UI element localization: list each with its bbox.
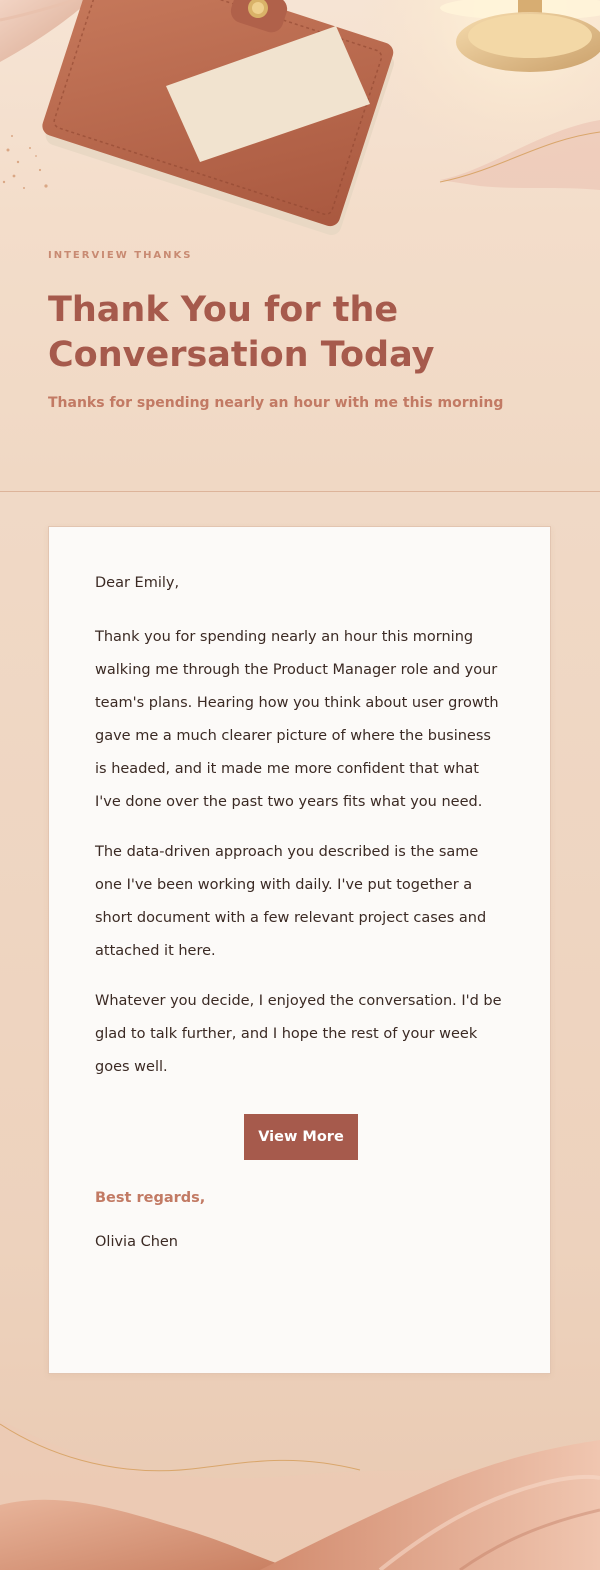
eyebrow-label: INTERVIEW THANKS bbox=[48, 250, 193, 261]
title-line-1: Thank You for the bbox=[48, 290, 399, 330]
letter-paragraph-3: Whatever you decide, I enjoyed the conversation. I'd be glad to talk further, and I hope the rest of your week goes well. bbox=[95, 993, 502, 1075]
desk-notebook-lamp-illustration bbox=[0, 0, 600, 240]
signature-name: Olivia Chen bbox=[95, 1234, 178, 1250]
letter-card bbox=[48, 526, 551, 1374]
letter-content bbox=[95, 573, 507, 1250]
greeting: Dear Emily, bbox=[95, 575, 180, 591]
page-title bbox=[48, 288, 508, 378]
letter-paragraph-2: The data-driven approach you described is the same one I've been working with daily. I've put together a short document with a few relevant project cases and attached it here. bbox=[95, 844, 487, 959]
title-line-2: Conversation Today bbox=[48, 335, 435, 375]
hero-section bbox=[0, 0, 600, 492]
signoff: Best regards, bbox=[95, 1190, 206, 1206]
hero-subtitle: Thanks for spending nearly an hour with me this morning bbox=[48, 395, 504, 411]
view-more-button[interactable]: View More bbox=[244, 1114, 358, 1160]
letter-paragraph-1: Thank you for spending nearly an hour this morning walking me through the Product Manager role and your team's plans. Hearing how you think about user growth gave me a much clearer picture of where the business is headed, and it made me more confident that what I've done over the past two years fits what you need. bbox=[95, 629, 499, 810]
silk-fabric-illustration bbox=[0, 1360, 600, 1570]
cta-container bbox=[95, 1114, 507, 1160]
